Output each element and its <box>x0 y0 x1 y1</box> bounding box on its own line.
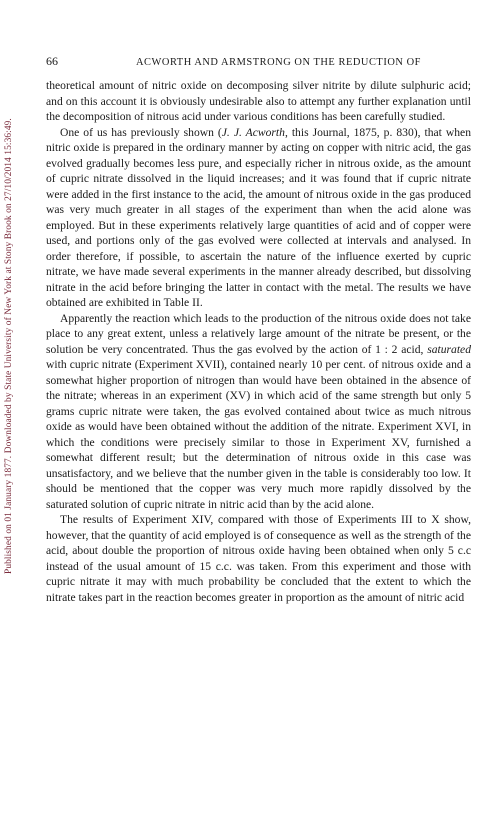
running-header <box>46 54 471 69</box>
paragraph <box>46 311 471 513</box>
paragraph <box>46 78 471 125</box>
journal-page <box>46 54 471 605</box>
italic-text: J. J. Acworth <box>221 125 285 139</box>
running-title: ACWORTH AND ARMSTRONG ON THE REDUCTION OF <box>136 57 421 68</box>
page-number: 66 <box>46 54 58 68</box>
publication-stamp: Published on 01 January 1877. Downloaded by State University of New York at Stony Brook on 27/10/2014 15:36:49. <box>4 118 14 574</box>
paragraph-text: One of us has previously shown ( <box>60 125 222 139</box>
paragraph-text: theoretical amount of nitric oxide on decomposing silver nitrite by dilute sulphuric acid; and on this account it is obviously undesirable also to attempt any further explanation until the decomposition of nitrous acid under various conditions has been carefully studied. <box>46 79 471 123</box>
paragraph-text: , this Journal, 1875, p. 830), that when nitric oxide is prepared in the ordinary manner by acting on copper with nitric acid, the gas evolved gradually becomes less pure, and especially richer in nitrous oxide, as the amount of cupric nitrate dissolved in the liquid increases; and it was found that if cupric nitrate were added in the first instance to the acid, the amount of nitrous oxide in the gas produced was very much greater in all stages of the experiment than when the acid alone was employed. But in these experiments relatively large quantities of acid and of copper were used, and portions only of the gas evolved were collected at intervals and analysed. In order therefore, if possible, to ascertain the nature of the influence exerted by cupric nitrate, we have made several experiments in the manner already described, but dissolving nitrate in the acid before bringing the latter in contact with the metal. The results we have obtained are exhibited in Table II. <box>46 125 471 309</box>
paragraph <box>46 512 471 605</box>
body-text <box>46 78 471 605</box>
paragraph-text: The results of Experiment XIV, compared with those of Experiments III to X show, however, that the quantity of acid employed is of consequence as well as the strength of the acid, about double the proportion of nitrous oxide having been obtained when only 5 c.c instead of the usual amount of 15 c.c. was taken. From this experiment and those with cupric nitrate it may with much probability be concluded that the extent to which the nitrate takes part in the reaction becomes greater in proportion as the amount of nitric acid <box>46 513 471 604</box>
paragraph-text: Apparently the reaction which leads to the production of the nitrous oxide does not take place to any great extent, unless a relatively large amount of the nitrate be present, or the solution be very concentrated. Thus the gas evolved by the action of 1 : 2 acid, <box>46 311 471 356</box>
paragraph <box>46 125 471 311</box>
paragraph-text: with cupric nitrate (Experiment XVII), contained nearly 10 per cent. of nitrous oxide and a somewhat higher proportion of nitrogen than would have been obtained in the absence of the nitrate; whereas in an experiment (XV) in which acid of the same strength but only 5 grams cupric nitrate were taken, the gas evolved contained about twice as much nitrous oxide as would have been obtained without the addition of the nitrate. Experiment XVI, in which the conditions were precisely similar to those in Experiment XV, furnished a somewhat different result; but the determination of nitrous oxide in this case was unsatisfactory, and we believe that the number given in the table is considerably too low. It should be mentioned that the copper was very much more rapidly dissolved by the saturated solution of cupric nitrate in nitric acid than by the acid alone. <box>46 358 471 511</box>
italic-text: saturated <box>427 342 471 356</box>
